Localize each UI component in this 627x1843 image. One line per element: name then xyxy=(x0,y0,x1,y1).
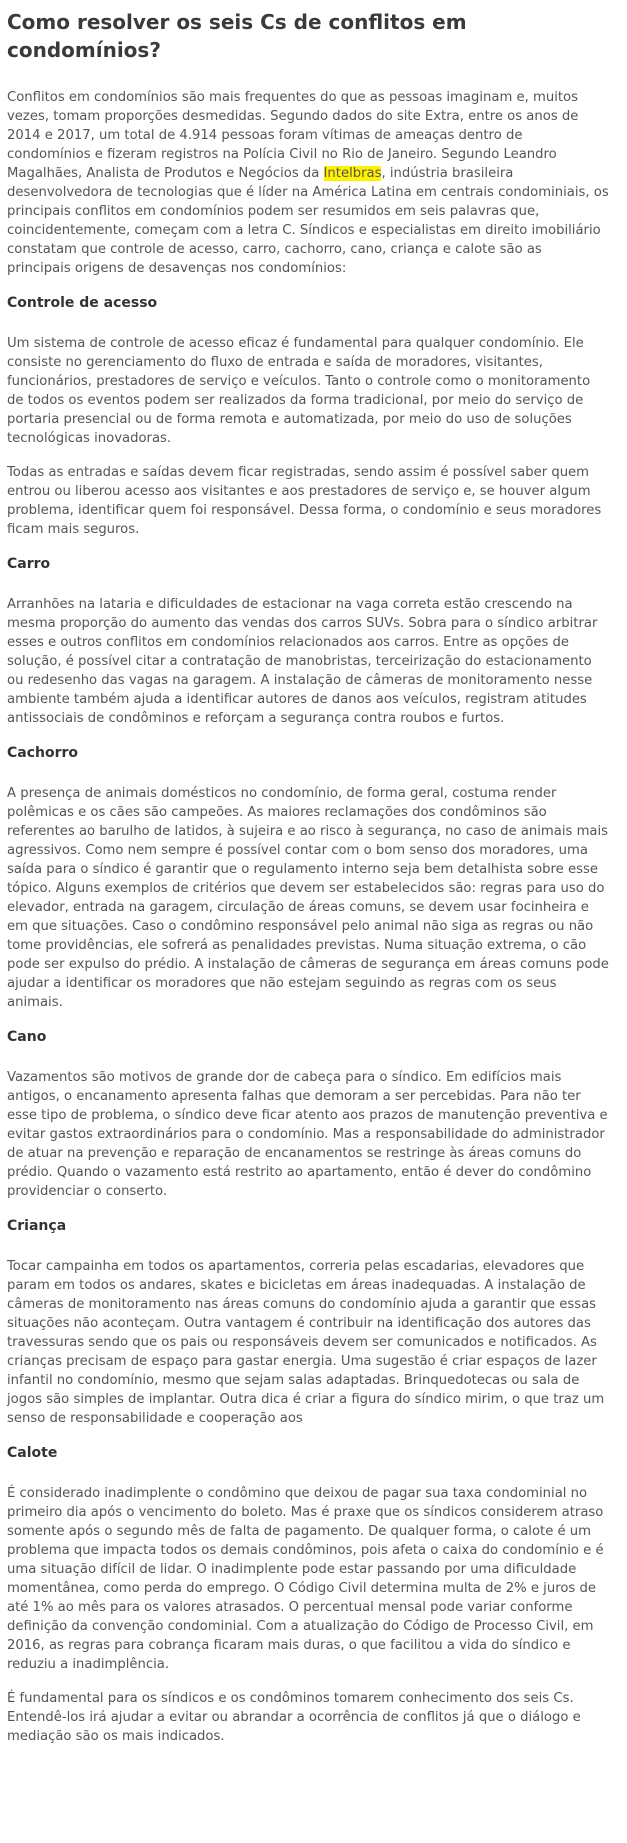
section-heading: Calote xyxy=(7,1445,58,1461)
closing-paragraph: É fundamental para os síndicos e os condôminos tomarem conhecimento dos seis Cs. Entendê-los irá ajudar a evitar ou abrandar a ocorrência de conflitos já que o diálogo e mediação são os mais indicados. xyxy=(7,1691,581,1744)
section-paragraph: Um sistema de controle de acesso eficaz é fundamental para qualquer condomínio. Ele consiste no gerenciamento do fluxo de entrada e saída de moradores, visitantes, funcionários, prestadores de serviço e veículos. Tanto o controle como o monitoramento de todos os eventos podem ser realizados da forma tradicional, por meio do serviço de portaria presencial ou de forma remota e automatizada, por meio do uso de soluções tecnológicas inovadoras. xyxy=(7,336,591,446)
section-heading: Controle de acesso xyxy=(7,295,158,311)
intro-text-after: , indústria brasileira desenvolvedora de tecnologias que é líder na América Latina em centrais condominiais, os principais conflitos em condomínios podem ser resumidos em seis palavras que, coincidentemente, começam com a letra C. Síndicos e especialistas em direito imobiliário constatam que controle de acesso, carro, cachorro, cano, criança e calote são as principais origens de desavenças nos condomínios: xyxy=(7,166,609,276)
section-cano xyxy=(7,1027,609,1201)
section-heading: Cachorro xyxy=(7,745,79,761)
article-title: Como resolver os seis Cs de conflitos em condomínios? xyxy=(7,10,467,62)
section-cachorro xyxy=(7,743,609,1012)
section-controle-de-acesso xyxy=(7,293,609,539)
intro-paragraph xyxy=(7,88,609,278)
section-crianca xyxy=(7,1216,609,1428)
intro-text-before: Conflitos em condomínios são mais frequentes do que as pessoas imaginam e, muitos vezes, tomam proporções desmedidas. Segundo dados do site Extra, entre os anos de 2014 e 2017, um total de 4.914 pessoas foram vítimas de ameaças dentro de condomínios e fizeram registros na Polícia Civil no Rio de Janeiro. Segundo Leandro Magalhães, Analista de Produtos e Negócios da xyxy=(7,90,579,181)
section-paragraph: Vazamentos são motivos de grande dor de cabeça para o síndico. Em edifícios mais antigos, o encanamento apresenta falhas que demoram a ser percebidas. Para não ter esse tipo de problema, o síndico deve ficar atento aos prazos de manutenção preventiva e evitar gastos extraordinários para o condomínio. Mas a responsabilidade do administrador de atuar na prevenção e reparação de encanamentos se restringe às áreas comuns do prédio. Quando o vazamento está restrito ao apartamento, então é dever do condômino providenciar o conserto. xyxy=(7,1070,608,1199)
section-paragraph: A presença de animais domésticos no condomínio, de forma geral, costuma render polêmicas e os cães são campeões. As maiores reclamações dos condôminos são referentes ao barulho de latidos, à sujeira e ao risco à segurança, no caso de animais mais agressivos. Como nem sempre é possível contar com o bom senso dos moradores, uma saída para o síndico é garantir que o regulamento interno seja bem detalhista sobre esse tópico. Alguns exemplos de critérios que devem ser estabelecidos são: regras para uso do elevador, entrada na garagem, circulação de áreas comuns, se devem usar focinheira e em que situações. Caso o condômino responsável pelo animal não siga as regras ou não tome providências, ele sofrerá as penalidades previstas. Numa situação extrema, o cão pode ser expulso do prédio. A instalação de câmeras de segurança em áreas comuns pode ajudar a identificar os moradores que não estejam seguindo as regras com os seus animais. xyxy=(7,786,609,1010)
section-calote xyxy=(7,1443,609,1746)
section-paragraph: Tocar campainha em todos os apartamentos, correria pelas escadarias, elevadores que param em todos os andares, skates e bicicletas em áreas inadequadas. A instalação de câmeras de monitoramento nas áreas comuns do condomínio ajuda a garantir que essas situações não aconteçam. Outra vantagem é contribuir na identificação dos autores das travessuras sendo que os pais ou responsáveis devem ser comunicados e notificados. As crianças precisam de espaço para gastar energia. Uma sugestão é criar espaços de lazer infantil no condomínio, mesmo que sejam salas adaptadas. Brinquedotecas ou sala de jogos são simples de implantar. Outra dica é criar a figura do síndico mirim, o que traz um senso de responsabilidade e cooperação aos xyxy=(7,1259,605,1426)
section-heading: Carro xyxy=(7,556,51,572)
section-paragraph: É considerado inadimplente o condômino que deixou de pagar sua taxa condominial no primeiro dia após o vencimento do boleto. Mas é praxe que os síndicos considerem atraso somente após o segundo mês de falta de pagamento. De qualquer forma, o calote é um problema que impacta todos os demais condôminos, pois afeta o caixa do condomínio e é uma situação difícil de lidar. O inadimplente pode estar passando por uma dificuldade momentânea, como perda do emprego. O Código Civil determina multa de 2% e juros de até 1% ao mês para os valores atrasados. O percentual mensal pode variar conforme definição da convenção condominial. Com a atualização do Código de Processo Civil, em 2016, as regras para cobrança ficaram mais duras, o que facilitou a vida do síndico e reduziu a inadimplência. xyxy=(7,1486,604,1672)
section-paragraph: Todas as entradas e saídas devem ficar registradas, sendo assim é possível saber quem entrou ou liberou acesso aos visitantes e aos prestadores de serviço e, se houver algum problema, identificar quem foi responsável. Dessa forma, o condomínio e seus moradores ficam mais seguros. xyxy=(7,465,602,537)
section-paragraph: Arranhões na lataria e dificuldades de estacionar na vaga correta estão crescendo na mesma proporção do aumento das vendas dos carros SUVs. Sobra para o síndico arbitrar esses e outros conflitos em condomínios relacionados aos carros. Entre as opções de solução, é possível citar a contratação de manobristas, terceirização do estacionamento ou redesenho das vagas na garagem. A instalação de câmeras de monitoramento nesse ambiente também ajuda a identificar autores de danos aos veículos, registram atitudes antissociais de condôminos e reforçam a segurança contra roubos e furtos. xyxy=(7,597,598,726)
section-heading: Cano xyxy=(7,1029,47,1045)
highlighted-brand: Intelbras xyxy=(323,166,382,181)
section-carro xyxy=(7,554,609,728)
section-heading: Criança xyxy=(7,1218,67,1234)
